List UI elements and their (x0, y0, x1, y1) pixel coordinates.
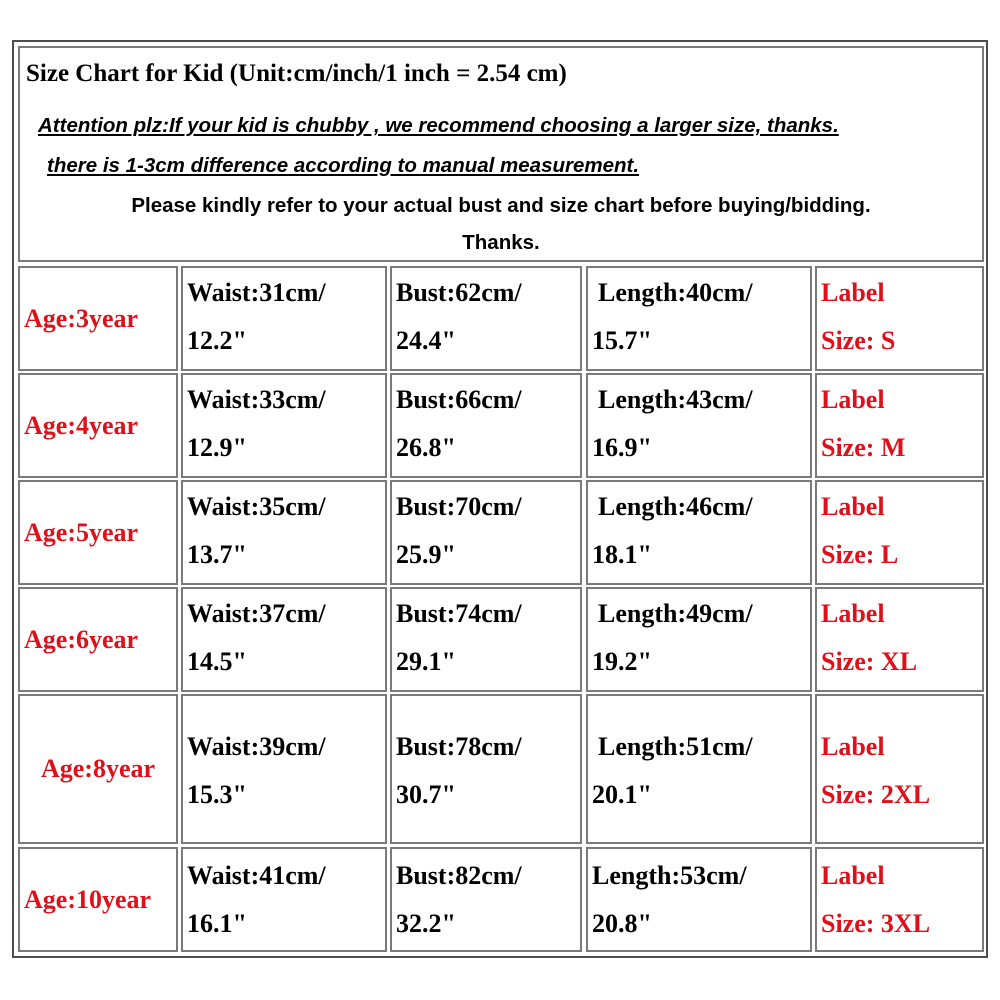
label-text: Label (821, 732, 885, 761)
waist-cm: Waist:39cm/ (187, 732, 326, 761)
bust-inch: 25.9" (396, 540, 456, 569)
age-value: Age:3year (24, 303, 139, 333)
bust-cell (390, 266, 582, 371)
label-size: Size: M (821, 433, 906, 462)
waist-inch: 12.2" (187, 326, 247, 355)
refer-note: Please kindly refer to your actual bust and size chart before buying/bidding. (131, 194, 871, 217)
label-text: Label (821, 385, 885, 414)
age-value: Age:8year (40, 754, 156, 783)
age-cell (18, 480, 178, 585)
label-text: Label (821, 492, 885, 521)
label-text: Label (821, 599, 885, 628)
bust-cm: Bust:82cm/ (396, 861, 522, 890)
label-size: Size: L (821, 540, 899, 569)
bust-inch: 24.4" (396, 326, 456, 355)
length-cm: Length:51cm/ (598, 732, 753, 761)
thanks-note: Thanks. (462, 231, 540, 254)
waist-cm: Waist:35cm/ (187, 492, 326, 521)
label-size-cell (815, 266, 984, 371)
bust-cm: Bust:66cm/ (396, 385, 522, 414)
bust-cm: Bust:78cm/ (396, 732, 522, 761)
length-cell (586, 480, 812, 585)
bust-inch: 30.7" (396, 780, 456, 809)
label-size-cell (815, 373, 984, 478)
length-inch: 20.1" (592, 780, 652, 809)
waist-cell (181, 847, 387, 952)
length-cm: Length:43cm/ (598, 385, 753, 414)
label-text: Label (821, 861, 885, 890)
waist-inch: 14.5" (187, 647, 247, 676)
length-inch: 18.1" (592, 540, 652, 569)
label-size: Size: XL (821, 647, 918, 676)
length-cell (586, 266, 812, 371)
length-inch: 20.8" (592, 909, 652, 938)
length-inch: 16.9" (592, 433, 652, 462)
label-text: Label (821, 278, 885, 307)
length-cell (586, 847, 812, 952)
bust-inch: 32.2" (396, 909, 456, 938)
age-value: Age:5year (24, 517, 139, 547)
size-chart-header (18, 46, 984, 262)
length-cm: Length:49cm/ (598, 599, 753, 628)
chart-title: Size Chart for Kid (Unit:cm/inch/1 inch = 2.54 cm) (26, 60, 567, 87)
waist-cm: Waist:33cm/ (187, 385, 326, 414)
length-cm: Length:53cm/ (592, 861, 747, 890)
label-size-cell (815, 847, 984, 952)
length-inch: 19.2" (592, 647, 652, 676)
label-size: Size: 2XL (821, 780, 931, 809)
bust-cell (390, 694, 582, 844)
waist-cell (181, 480, 387, 585)
waist-cm: Waist:37cm/ (187, 599, 326, 628)
bust-inch: 26.8" (396, 433, 456, 462)
waist-cell (181, 266, 387, 371)
bust-cell (390, 847, 582, 952)
bust-cell (390, 480, 582, 585)
label-size-cell (815, 694, 984, 844)
age-cell (18, 587, 178, 692)
length-cell (586, 694, 812, 844)
label-size-cell (815, 480, 984, 585)
bust-inch: 29.1" (396, 647, 456, 676)
length-cell (586, 373, 812, 478)
age-cell (18, 373, 178, 478)
waist-cell (181, 694, 387, 844)
length-inch: 15.7" (592, 326, 652, 355)
bust-cell (390, 587, 582, 692)
waist-inch: 16.1" (187, 909, 247, 938)
age-cell (18, 847, 178, 952)
waist-inch: 15.3" (187, 780, 247, 809)
waist-cm: Waist:41cm/ (187, 861, 326, 890)
age-value: Age:6year (24, 624, 139, 654)
age-cell (18, 694, 178, 844)
length-cm: Length:40cm/ (598, 278, 753, 307)
length-cm: Length:46cm/ (598, 492, 753, 521)
waist-cell (181, 587, 387, 692)
label-size: Size: S (821, 326, 896, 355)
age-value: Age:10year (24, 884, 152, 914)
bust-cm: Bust:70cm/ (396, 492, 522, 521)
waist-cell (181, 373, 387, 478)
attention-note: Attention plz:If your kid is chubby , we recommend choosing a larger size, thanks. (38, 114, 839, 137)
waist-inch: 13.7" (187, 540, 247, 569)
length-cell (586, 587, 812, 692)
measurement-note: there is 1-3cm difference according to manual measurement. (47, 154, 640, 177)
bust-cm: Bust:62cm/ (396, 278, 522, 307)
label-size-cell (815, 587, 984, 692)
bust-cm: Bust:74cm/ (396, 599, 522, 628)
age-value: Age:4year (24, 410, 139, 440)
bust-cell (390, 373, 582, 478)
waist-cm: Waist:31cm/ (187, 278, 326, 307)
label-size: Size: 3XL (821, 909, 931, 938)
waist-inch: 12.9" (187, 433, 247, 462)
age-cell (18, 266, 178, 371)
